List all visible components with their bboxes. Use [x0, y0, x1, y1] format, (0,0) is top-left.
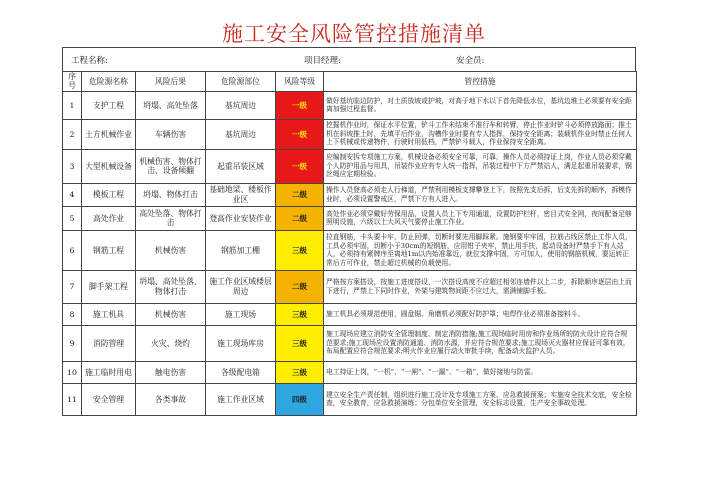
hazard-location: 钢筋加工棚 [206, 230, 276, 270]
table-row [63, 119, 637, 149]
control-measure: 拉直钢筋，卡头要卡牢，防止回弹，切断时要先用脚踩紧。施钢要牢牢固，拉筋占线区禁止工作人员，工具必须牢固，切断小于30cm的短钢筋，应用钳子夹牢，禁止用手扶，起动设备时严禁手下有人站人，必须持有紧牌序至离地1m以内始准靠近，就位支撑牢固，方可加人，使用的钢筋机械，要运转正常后方可作业，禁止超过机械的负载使用。 [324, 230, 637, 270]
header-hazard-name: 危险源名称 [82, 72, 136, 92]
hazard-location: 各级配电箱 [206, 361, 276, 383]
hazard-location: 施工现场 [206, 303, 276, 325]
risk-consequence: 机械伤害、物体打击、设备倾翻 [136, 149, 206, 183]
risk-level-badge: 四级 [276, 383, 324, 415]
control-measure: 施工现场应建立消防安全管理制度、制定消防措施;施工现场临时用房和作业场所的防火设计应符合规范要求;施工现场应设置消防通道、消防水源，并应符合规范要求;施工现场灭火器材应保证可靠有效，布局配置应符合规范要求;明火作业应履行动火审批手续，配备动火监护人员。 [324, 325, 637, 361]
hazard-name: 脚手架工程 [82, 270, 136, 303]
hazard-location: 登高作业安装作业 [206, 206, 276, 230]
row-number: 11 [63, 383, 82, 415]
hazard-name: 高处作业 [82, 206, 136, 230]
row-number: 9 [63, 325, 82, 361]
control-measure: 建立安全生产责任制，组织进行施工设计及专项施工方案、应急救援预案；实施安全技术交底，安全检查，安全教育，应急救援演练；分包单位安全管理，安全标志设置，生产安全事故处理。 [324, 383, 637, 415]
row-number: 10 [63, 361, 82, 383]
control-measure: 操作人员登高必须走人行梯道，严禁利用模板支撑攀登上下，按照先支后拆，后支先拆的顺序，拆模作业时，必须设置警戒区，严禁下方有人进入。 [324, 183, 637, 206]
risk-control-table [62, 71, 637, 416]
table-row [63, 183, 637, 206]
project-manager-label: 项目经理: [304, 56, 341, 66]
risk-level-badge: 二级 [276, 270, 324, 303]
risk-level-badge: 三级 [276, 230, 324, 270]
control-measure: 挖掘机作业时，保证水平位置，铲斗工作未结束不准行车和转臂，停止作业时铲斗必须停放路面；推土机在斜坡推土时，先填平后作业，沟槽作业时要有专人指挥，保持安全距离；装载机作业时禁止任何人上下机械或传递物件，行驶时用低档，严禁铲斗载人，作业保持安全距离。 [324, 119, 637, 149]
row-number: 7 [63, 270, 82, 303]
risk-consequence: 机械伤害 [136, 303, 206, 325]
header-risk-level: 风险等级 [276, 72, 324, 92]
risk-consequence: 火灾、烧灼 [136, 325, 206, 361]
control-measure: 施工机具必须规范使用，圆盘锯、角磨机必须配好防护罩；电焊作业必须准备接料斗。 [324, 303, 637, 325]
hazard-name: 土方机械作业 [82, 119, 136, 149]
hazard-location: 施工作业区域 [206, 383, 276, 415]
table-row [63, 361, 637, 383]
table-row [63, 270, 637, 303]
hazard-location: 基坑周边 [206, 91, 276, 119]
row-number: 4 [63, 183, 82, 206]
risk-level-badge: 一级 [276, 119, 324, 149]
hazard-location: 施工作业区域楼层周边 [206, 270, 276, 303]
risk-level-badge: 二级 [276, 206, 324, 230]
hazard-name: 钢筋工程 [82, 230, 136, 270]
hazard-name: 安全管理 [82, 383, 136, 415]
risk-consequence: 车辆伤害 [136, 119, 206, 149]
risk-consequence: 机械伤害 [136, 230, 206, 270]
header-no: 序号 [63, 72, 82, 92]
risk-consequence: 坍塌、高处坠落、物体打击 [136, 270, 206, 303]
row-number: 8 [63, 303, 82, 325]
hazard-name: 大型机械设备 [82, 149, 136, 183]
document-title: 施工安全风险管控措施清单 [222, 22, 486, 46]
risk-consequence: 各类事故 [136, 383, 206, 415]
header-location: 危险源部位 [206, 72, 276, 92]
table-row [63, 303, 637, 325]
control-measure: 应编制安拆专项施工方案，机械设备必须安全可靠，可靠，操作人员必须持证上岗，作业人员必须穿戴个人防护用品与用具，吊装作业应有专人统一指挥，吊装过程中下方严禁站人，满足起重吊装要求，钢丝绳应定期检验。 [324, 149, 637, 183]
control-measure: 高处作业必须穿戴好劳保用品，设置人员上下专用通道，设置防护栏杆，密目式安全网，夜间配备足够照明设施，六级以上大风天气要停止施工作业。 [324, 206, 637, 230]
table-row [63, 325, 637, 361]
project-info-bar [62, 47, 636, 71]
header-consequence: 风险后果 [136, 72, 206, 92]
table-row [63, 230, 637, 270]
risk-consequence: 高处坠落、物体打击 [136, 206, 206, 230]
risk-consequence: 触电伤害 [136, 361, 206, 383]
risk-level-badge: 一级 [276, 149, 324, 183]
hazard-name: 消防管理 [82, 325, 136, 361]
control-measure: 电工持证上岗，“一机”、“一闸”、“一漏”、“一箱”，做好接地与防雷。 [324, 361, 637, 383]
hazard-location: 施工现场库房 [206, 325, 276, 361]
safety-officer-label: 安全员: [456, 56, 485, 66]
row-number: 5 [63, 206, 82, 230]
risk-level-badge: 二级 [276, 183, 324, 206]
row-number: 2 [63, 119, 82, 149]
row-number: 1 [63, 91, 82, 119]
table-row [63, 149, 637, 183]
risk-consequence: 坍塌、高处坠落 [136, 91, 206, 119]
control-measure: 严格按方案搭设，按施工进度搭设，一次搭设高度不应超过相邻连墙件以上二步，拆除顺序逐层由上而下进行，严禁上下同时作业，外架与建筑物间距不应过大，需满铺脚手板。 [324, 270, 637, 303]
project-name-label: 工程名称: [71, 56, 108, 66]
hazard-location: 起重吊装区域 [206, 149, 276, 183]
header-control-measures: 管控措施 [324, 72, 637, 92]
hazard-location: 基坑周边 [206, 119, 276, 149]
table-row [63, 91, 637, 119]
row-number: 3 [63, 149, 82, 183]
control-measure: 做好基坑临边防护，对土质放坡或护坡，对高于地下水以下首先降低水位，基坑边堆土必须要有安全距离加强过程监督。 [324, 91, 637, 119]
risk-consequence: 坍塌、物体打击 [136, 183, 206, 206]
table-row [63, 206, 637, 230]
row-number: 6 [63, 230, 82, 270]
risk-level-badge: 一级 [276, 91, 324, 119]
hazard-name: 施工临时用电 [82, 361, 136, 383]
hazard-name: 施工机具 [82, 303, 136, 325]
risk-level-badge: 三级 [276, 361, 324, 383]
risk-level-badge: 三级 [276, 303, 324, 325]
hazard-name: 模板工程 [82, 183, 136, 206]
hazard-name: 支护工程 [82, 91, 136, 119]
table-row [63, 383, 637, 415]
table-header-row [63, 72, 637, 92]
hazard-location: 基础地梁、楼板作业区 [206, 183, 276, 206]
risk-level-badge: 三级 [276, 325, 324, 361]
